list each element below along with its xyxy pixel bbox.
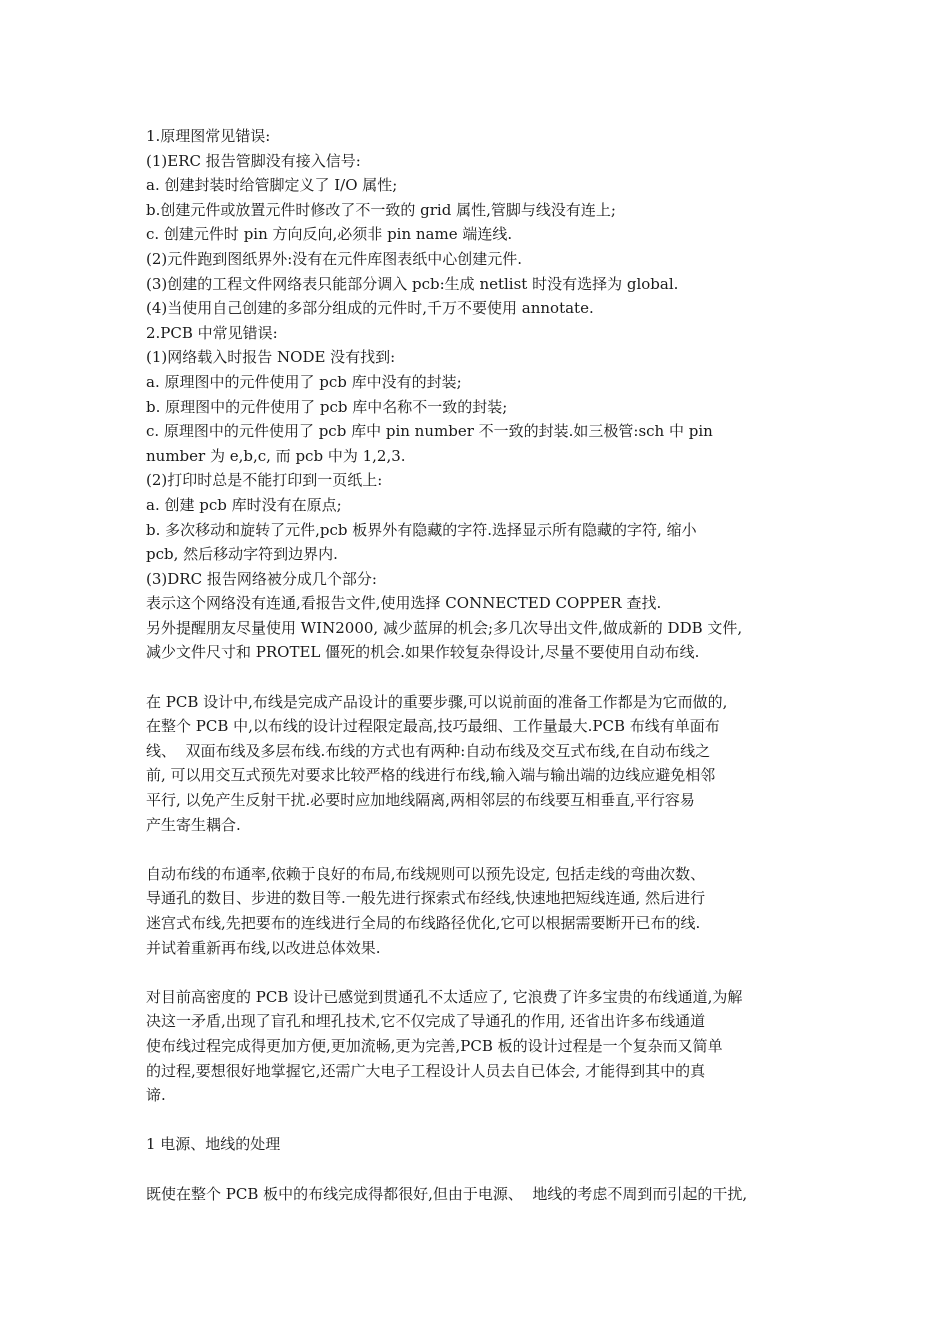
text-line: b. 多次移动和旋转了元件,pcb 板界外有隐藏的字符.选择显示所有隐藏的字符, 缩小 (146, 520, 697, 539)
text-line: 使布线过程完成得更加方便,更加流畅,更为完善,PCB 板的设计过程是一个复杂而又简单 (146, 1036, 723, 1055)
text-line: 在整个 PCB 中,以布线的设计过程限定最高,技巧最细、工作量最大.PCB 布线有单面布 (146, 717, 720, 736)
heading-schematic-errors: 1.原理图常见错误: (146, 127, 271, 145)
paragraph-spacer (146, 960, 826, 985)
text-line: b.创建元件或放置元件时修改了不一致的 grid 属性,管脚与线没有连上; (146, 200, 616, 219)
document-body (146, 124, 826, 1206)
paragraph-blind-vias (146, 985, 826, 1108)
paragraph-auto-routing (146, 862, 826, 960)
text-line: a. 创建 pcb 库时没有在原点; (146, 495, 342, 514)
text-line: 谛. (146, 1086, 166, 1105)
paragraph-routing-intro (146, 690, 826, 838)
text-line: number 为 e,b,c, 而 pcb 中为 1,2,3. (146, 446, 406, 465)
text-line: c. 创建元件时 pin 方向反向,必须非 pin name 端连线. (146, 225, 513, 244)
text-line: 前, 可以用交互式预先对要求比较严格的线进行布线,输入端与输出端的边线应避免相邻 (146, 766, 716, 785)
text-line: (2)打印时总是不能打印到一页纸上: (146, 471, 383, 490)
text-line: 导通孔的数目、步进的数目等.一般先进行探索式布经线,快速地把短线连通, 然后进行 (146, 889, 706, 908)
text-line: c. 原理图中的元件使用了 pcb 库中 pin number 不一致的封装.如三极管:sch 中 pin (146, 422, 713, 441)
section-heading-power-ground: 1 电源、地线的处理 (146, 1135, 281, 1154)
text-line: 线、 双面布线及多层布线.布线的方式也有两种:自动布线及交互式布线,在自动布线之 (146, 741, 711, 760)
text-line: (3)DRC 报告网络被分成几个部分: (146, 569, 377, 588)
paragraph-spacer (146, 1157, 826, 1182)
text-line: 表示这个网络没有连通,看报告文件,使用选择 CONNECTED COPPER 查找. (146, 594, 662, 613)
paragraph-spacer (146, 837, 826, 862)
text-line: 对目前高密度的 PCB 设计已感觉到贯通孔不太适应了, 它浪费了许多宝贵的布线通道,为解 (146, 987, 743, 1006)
text-line: 另外提醒朋友尽量使用 WIN2000, 减少蓝屏的机会;多几次导出文件,做成新的 DDB 文件, (146, 618, 743, 637)
text-line: 迷宫式布线,先把要布的连线进行全局的布线路径优化,它可以根据需要断开已布的线. (146, 914, 701, 932)
heading-pcb-errors: 2.PCB 中常见错误: (146, 323, 278, 342)
paragraph-spacer (146, 1108, 826, 1133)
text-line: 自动布线的布通率,依赖于良好的布局,布线规则可以预先设定, 包括走线的弯曲次数、 (146, 864, 706, 883)
text-line: pcb, 然后移动字符到边界内. (146, 545, 338, 564)
paragraph-power-ground (146, 1182, 826, 1207)
text-line: 的过程,要想很好地掌握它,还需广大电子工程设计人员去自已体会, 才能得到其中的真 (146, 1061, 706, 1080)
text-line: (4)当使用自己创建的多部分组成的元件时,千万不要使用 annotate. (146, 299, 594, 318)
text-line: 在 PCB 设计中,布线是完成产品设计的重要步骤,可以说前面的准备工作都是为它而做的, (146, 692, 728, 711)
text-line: (3)创建的工程文件网络表只能部分调入 pcb:生成 netlist 时没有选择为 global. (146, 274, 679, 293)
text-line: (1)网络载入时报告 NODE 没有找到: (146, 348, 396, 367)
text-line: 决这一矛盾,出现了盲孔和埋孔技术,它不仅完成了导通孔的作用, 还省出许多布线通道 (146, 1012, 706, 1031)
paragraph-spacer (146, 665, 826, 690)
section-common-errors (146, 124, 826, 665)
text-line: 并试着重新再布线,以改进总体效果. (146, 938, 381, 957)
text-line: 产生寄生耦合. (146, 815, 241, 834)
text-line: b. 原理图中的元件使用了 pcb 库中名称不一致的封装; (146, 397, 508, 416)
text-line: 平行, 以免产生反射干扰.必要时应加地线隔离,两相邻层的布线要互相垂直,平行容易 (146, 791, 695, 810)
text-line: 减少文件尺寸和 PROTEL 僵死的机会.如果作较复杂得设计,尽量不要使用自动布线. (146, 643, 700, 662)
text-line: (1)ERC 报告管脚没有接入信号: (146, 151, 361, 170)
text-line: (2)元件跑到图纸界外:没有在元件库图表纸中心创建元件. (146, 249, 523, 268)
text-line: a. 原理图中的元件使用了 pcb 库中没有的封装; (146, 372, 462, 391)
text-line: a. 创建封装时给管脚定义了 I/O 属性; (146, 176, 398, 195)
text-line: 既使在整个 PCB 板中的布线完成得都很好,但由于电源、 地线的考虑不周到而引起的干扰, (146, 1184, 748, 1203)
